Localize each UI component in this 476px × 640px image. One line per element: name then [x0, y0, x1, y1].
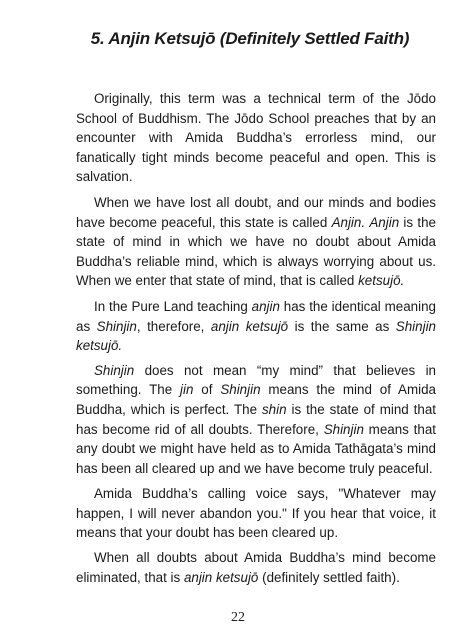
- chapter-title: 5. Anjin Ketsujō (Definitely Settled Faith): [90, 29, 410, 48]
- italic-term: Anjin: [369, 214, 400, 230]
- text-run: of: [193, 382, 221, 398]
- text-run: When all doubts about Amida Buddha’s mind become eliminated, that is: [76, 550, 436, 585]
- italic-term: jin: [180, 382, 194, 398]
- italic-term: Shinjin: [94, 362, 135, 378]
- italic-term: Shinjin: [220, 382, 261, 398]
- paragraph: [76, 297, 436, 356]
- text-run: does not mean “my mind” that believes in something. The: [76, 362, 436, 398]
- text-run: (definitely settled faith).: [258, 569, 400, 585]
- paragraph: [76, 89, 436, 187]
- italic-term: ketsujō.: [358, 273, 405, 289]
- text-run: is the same as: [288, 318, 396, 334]
- text-run: is the state of mind in which we have no doubt about Amida Buddha’s reliable mind, which is always worrying about us. When we enter that state of mind, that is called: [76, 214, 436, 289]
- italic-term: anjin ketsujō: [210, 318, 289, 334]
- paragraph: [76, 548, 436, 587]
- italic-term: shin: [261, 401, 287, 417]
- italic-term: anjin: [251, 298, 280, 314]
- text-run: , therefore,: [136, 318, 211, 334]
- italic-term: anjin ketsujō: [183, 569, 259, 585]
- italic-term: Shinjin: [323, 421, 364, 437]
- text-run: means that any doubt we might have held as to Amida Tathāgata’s mind has been all cleared up and we have become truly peaceful.: [76, 421, 437, 476]
- italic-term: Shinjin: [96, 318, 137, 334]
- text-run: is the state of mind that has become rid of all doubts. Therefore,: [76, 401, 436, 437]
- italic-term: Shinjin ketsujō.: [76, 318, 436, 354]
- text-run: Amida Buddha’s calling voice says, "Whatever may happen, I will never abandon you." If you hear that voice, it means that your doubt has been cleared up.: [76, 486, 436, 541]
- page-number: 22: [231, 610, 245, 625]
- text-run: means the mind of Amida Buddha, which is perfect. The: [76, 382, 436, 417]
- italic-term: Anjin.: [331, 214, 366, 230]
- text-run: In the Pure Land teaching: [94, 298, 252, 314]
- paragraph: [76, 484, 436, 543]
- text-run: has the identical meaning as: [76, 298, 436, 334]
- paragraph: [76, 361, 436, 479]
- paragraph: [76, 193, 436, 291]
- text-run: When we have lost all doubt, and our minds and bodies have become peaceful, this state is called: [76, 194, 436, 230]
- body-text: [76, 89, 436, 593]
- text-run: Originally, this term was a technical term of the Jōdo School of Buddhism. The Jōdo School preaches that by an encounter with Amida Buddha’s errorless mind, our fanatically tight minds become peaceful and open. This is salvation.: [76, 91, 436, 185]
